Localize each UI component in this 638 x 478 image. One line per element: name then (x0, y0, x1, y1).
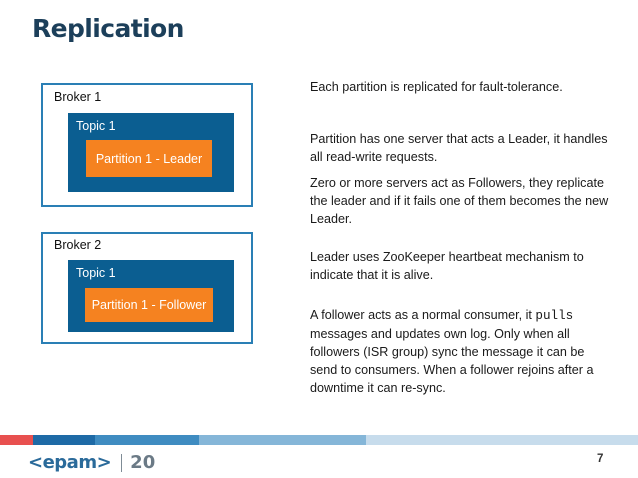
slide-title: Replication (32, 14, 184, 43)
broker-2-topic-box (68, 260, 234, 332)
epam-20-years-mark: 20 (130, 452, 156, 473)
broker-2-box (41, 232, 253, 344)
paragraph-follower-text-end: messages and updates own log. Only when all followers (ISR group) sync the message it can be send to consumers. When a follower rejoins after a downtime it can re-sync. (310, 327, 594, 395)
broker-1-topic-box (68, 113, 234, 192)
paragraph-follower-text-start: A follower acts as a normal consumer, it (310, 308, 536, 322)
paragraph-followers: Zero or more servers act as Followers, they replicate the leader and if it fails one of them becomes the new Leader. (310, 176, 609, 226)
page-number: 7 (597, 453, 604, 465)
footer-bar-segment (0, 435, 33, 445)
paragraph-zookeeper: Leader uses ZooKeeper heartbeat mechanism to indicate that it is alive. (310, 250, 584, 282)
broker-2-topic-label: Topic 1 (76, 266, 116, 280)
footer-bar-segment (95, 435, 199, 445)
logo-divider (121, 454, 122, 472)
code-pulls: pulls (535, 309, 574, 323)
partition-follower-box: Partition 1 - Follower (85, 288, 213, 322)
paragraph-follower-consumer (310, 306, 610, 397)
epam-logo (28, 452, 155, 473)
footer-color-bar (0, 435, 638, 445)
footer-bar-segment (366, 435, 638, 445)
epam-logo-text: <epam> (28, 452, 112, 473)
footer-bar-segment (199, 435, 366, 445)
footer-bar-segment (33, 435, 95, 445)
broker-2-label: Broker 2 (54, 238, 102, 252)
paragraph-replication: Each partition is replicated for fault-tolerance. (310, 80, 563, 94)
broker-1-topic-label: Topic 1 (76, 119, 116, 133)
broker-1-label: Broker 1 (54, 90, 102, 104)
paragraph-leader: Partition has one server that acts a Leader, it handles all read-write requests. (310, 132, 608, 164)
broker-1-box (41, 83, 253, 207)
partition-leader-box: Partition 1 - Leader (86, 140, 212, 177)
